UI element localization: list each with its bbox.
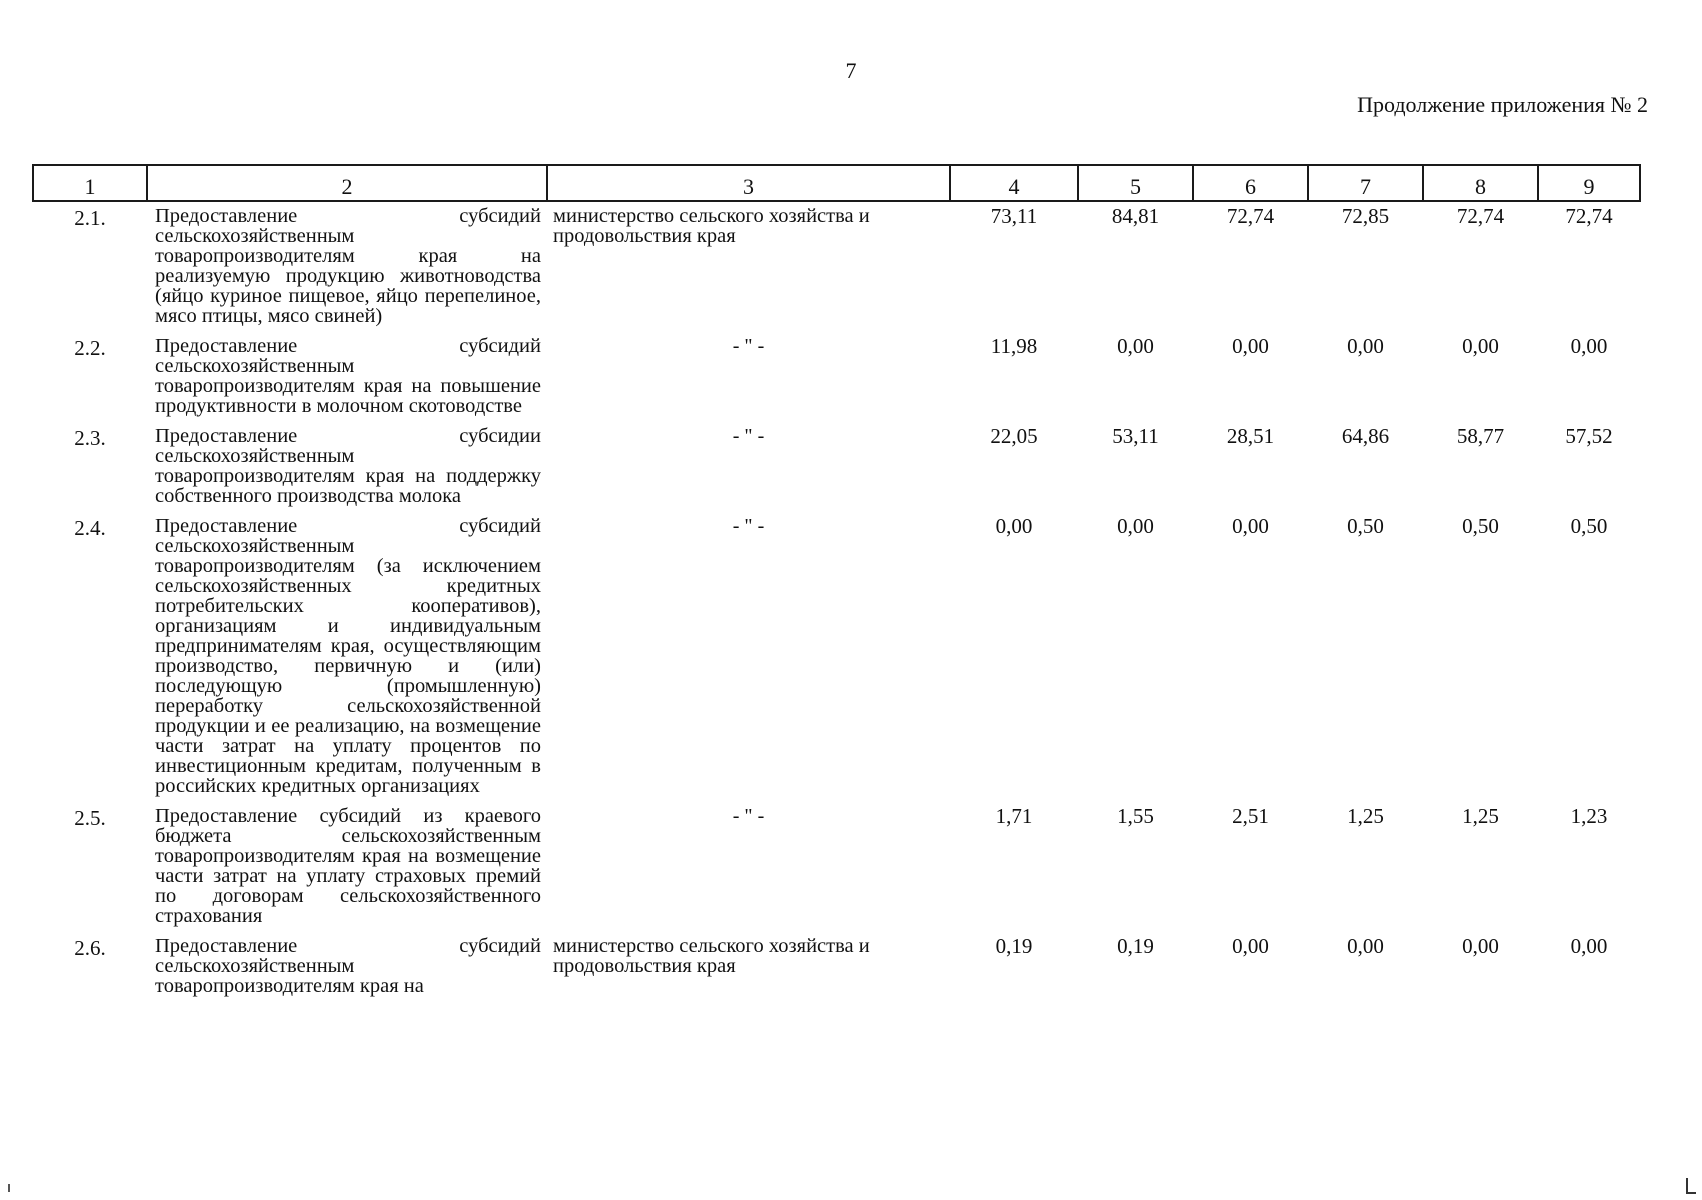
measure-name: Предоставление субсидий из краевого бюджета сельскохозяйственным товаропроизводителям края на возмещение части затрат на уплату страховых премий по договорам сельскохозяйственного страхования: [155, 805, 541, 927]
column-header: 2: [147, 165, 547, 201]
value-cell: 28,51: [1226, 424, 1275, 448]
value-cell: 72,85: [1341, 204, 1390, 228]
page-number: 7: [845, 58, 857, 83]
budget-table: [32, 164, 1641, 1002]
value-cell: 0,50: [1462, 514, 1499, 538]
responsible-executor-ditto: - " -: [732, 425, 765, 447]
measure-name: Предоставление субсидии сельскохозяйственным товаропроизводителям края на поддержку собственного производства молока: [155, 425, 541, 507]
appendix-continuation-note: Продолжение приложения № 2: [1357, 92, 1648, 117]
value-cell: 0,00: [1462, 934, 1499, 958]
value-cell: 0,00: [1232, 334, 1269, 358]
value-cell: 53,11: [1112, 424, 1159, 448]
row-number: 2.6.: [74, 936, 106, 960]
value-cell: 58,77: [1456, 424, 1505, 448]
value-cell: 64,86: [1341, 424, 1390, 448]
measure-name: Предоставление субсидий сельскохозяйственным товаропроизводителям края на реализуемую продукцию животноводства (яйцо куриное пищевое, яйцо перепелиное, мясо птицы, мясо свиней): [155, 205, 541, 327]
value-cell: 73,11: [990, 204, 1038, 228]
value-cell: 0,00: [1117, 334, 1154, 358]
value-cell: 72,74: [1226, 204, 1275, 228]
value-cell: 0,00: [1232, 934, 1269, 958]
responsible-executor: министерство сельского хозяйства и продовольствия края: [553, 205, 870, 247]
scan-corner-mark: [1686, 1178, 1696, 1194]
value-cell: 1,25: [1462, 804, 1499, 828]
value-cell: 57,52: [1565, 424, 1613, 448]
table-row: [33, 422, 1640, 512]
value-cell: 0,00: [1462, 334, 1499, 358]
value-cell: 72,74: [1456, 204, 1505, 228]
responsible-executor: министерство сельского хозяйства и продовольствия края: [553, 935, 870, 977]
value-cell: 0,00: [1232, 514, 1269, 538]
value-cell: 0,00: [995, 514, 1033, 538]
row-number: 2.1.: [74, 206, 106, 230]
value-cell: 22,05: [990, 424, 1038, 448]
value-cell: 84,81: [1111, 204, 1160, 228]
table-row: [33, 332, 1640, 422]
column-header: 3: [547, 165, 950, 201]
value-cell: 0,00: [1570, 334, 1608, 358]
column-header: 5: [1078, 165, 1193, 201]
column-number-row: [33, 165, 1640, 201]
row-number: 2.2.: [74, 336, 106, 360]
responsible-executor-ditto: - " -: [732, 515, 765, 537]
value-cell: 0,00: [1347, 934, 1384, 958]
measure-name: Предоставление субсидий сельскохозяйственным товаропроизводителям края на: [155, 935, 541, 997]
table-row: [33, 932, 1640, 1002]
value-cell: 0,00: [1570, 934, 1608, 958]
value-cell: 0,00: [1117, 514, 1154, 538]
responsible-executor-ditto: - " -: [732, 805, 765, 827]
row-number: 2.5.: [74, 806, 106, 830]
value-cell: 72,74: [1565, 204, 1613, 228]
value-cell: 0,19: [1117, 934, 1154, 958]
measure-name: Предоставление субсидий сельскохозяйственным товаропроизводителям края на повышение продуктивности в молочном скотоводстве: [155, 335, 541, 417]
value-cell: 1,25: [1347, 804, 1384, 828]
column-header: 9: [1538, 165, 1640, 201]
table-row: [33, 802, 1640, 932]
column-header: 7: [1308, 165, 1423, 201]
measure-name: Предоставление субсидий сельскохозяйственным товаропроизводителям (за исключением сельскохозяйственных кредитных потребительских кооперативов), организациям и индивидуальным предпринимателям края, осуществляющим производство, первичную и (или) последующую (промышленную) переработку сельскохозяйственной продукции и ее реализацию, на возмещение части затрат на уплату процентов по инвестиционным кредитам, полученным в российских кредитных организациях: [155, 515, 541, 797]
value-cell: 0,00: [1347, 334, 1384, 358]
value-cell: 11,98: [990, 334, 1038, 358]
responsible-executor-ditto: - " -: [732, 335, 765, 357]
column-header: 4: [950, 165, 1078, 201]
value-cell: 2,51: [1232, 804, 1269, 828]
value-cell: 0,50: [1347, 514, 1384, 538]
scan-margin-mark: [8, 1184, 10, 1192]
table-row: [33, 512, 1640, 802]
value-cell: 1,55: [1117, 804, 1154, 828]
column-header: 1: [33, 165, 147, 201]
row-number: 2.3.: [74, 426, 106, 450]
row-number: 2.4.: [74, 516, 106, 540]
value-cell: 1,71: [995, 804, 1033, 828]
column-header: 6: [1193, 165, 1308, 201]
value-cell: 0,50: [1570, 514, 1608, 538]
value-cell: 0,19: [995, 934, 1033, 958]
column-header: 8: [1423, 165, 1538, 201]
value-cell: 1,23: [1570, 804, 1608, 828]
table-row: [33, 201, 1640, 332]
